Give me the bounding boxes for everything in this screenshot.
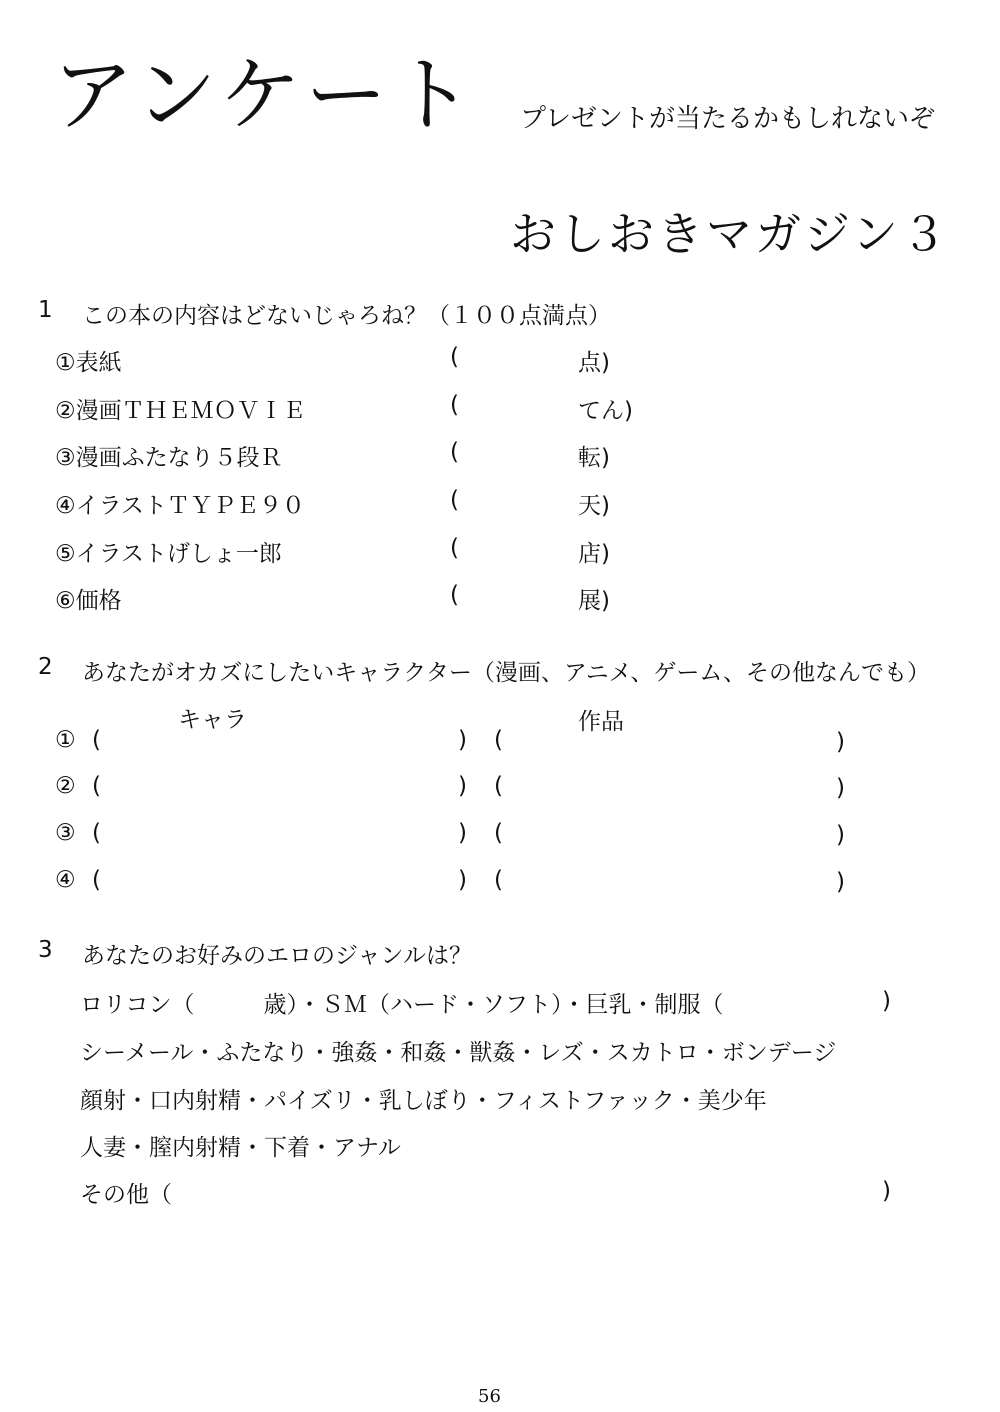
- q1-item-label: ②漫画ＴＨＥＭＯＶＩＥ: [55, 398, 306, 424]
- magazine-title: おしおきマガジン３: [510, 207, 950, 261]
- q2-column-work: 作品: [578, 709, 624, 735]
- survey-title: アンケート: [52, 48, 478, 143]
- q3-genre-line: ロリコン（ 歳）・ＳＭ（ハード・ソフト）・巨乳・制服（: [80, 992, 724, 1018]
- q2-chara-open: (: [92, 773, 101, 799]
- q1-item-open: (: [450, 392, 459, 418]
- q3-genre-line: 人妻・膣内射精・下着・アナル: [80, 1135, 401, 1161]
- page-number: 56: [478, 1386, 501, 1407]
- survey-subtitle: プレゼントが当たるかもしれないぞ: [520, 104, 935, 134]
- q1-item-unit: 転): [578, 445, 610, 471]
- q1-item-unit: 点): [578, 350, 610, 376]
- q3-genre-line: シーメール・ふたなり・強姦・和姦・獣姦・レズ・スカトロ・ボンデージ: [80, 1040, 837, 1066]
- q2-work-open: (: [494, 867, 503, 893]
- q1-item-unit: 店): [578, 541, 610, 567]
- q2-question: あなたがオカズにしたいキャラクター（漫画、アニメ、ゲーム、その他なんでも）: [82, 660, 931, 686]
- q2-chara-open: (: [92, 727, 101, 753]
- q2-work-close: ): [836, 822, 845, 848]
- q2-number: 2: [38, 654, 53, 680]
- q3-genre-line-close: ): [882, 988, 891, 1014]
- q1-item-unit: てん): [578, 398, 633, 424]
- q3-question: あなたのお好みのエロのジャンルは？: [82, 943, 472, 969]
- q1-item-open: (: [450, 535, 459, 561]
- q1-item-open: (: [450, 582, 459, 608]
- q2-row-number: ③: [55, 820, 76, 846]
- q1-item-unit: 天): [578, 493, 610, 519]
- q1-item-label: ⑥価格: [55, 588, 122, 614]
- q2-work-close: ): [836, 775, 845, 801]
- q1-item-label: ③漫画ふたなり５段Ｒ: [55, 445, 283, 471]
- q2-work-open: (: [494, 727, 503, 753]
- q2-row-number: ①: [55, 727, 76, 753]
- q2-chara-open: (: [92, 867, 101, 893]
- q2-work-open: (: [494, 820, 503, 846]
- q3-other-label: その他（: [80, 1182, 172, 1208]
- q2-chara-close: ): [458, 727, 467, 753]
- q2-work-open: (: [494, 773, 503, 799]
- q2-row-number: ④: [55, 867, 76, 893]
- q2-chara-close: ): [458, 820, 467, 846]
- q1-item-label: ⑤イラストげしょ一郎: [55, 541, 282, 567]
- q1-number: 1: [38, 297, 53, 323]
- q1-item-open: (: [450, 439, 459, 465]
- q1-item-label: ④イラストＴＹＰＥ９０: [55, 493, 305, 519]
- q1-item-label: ①表紙: [55, 350, 122, 376]
- q3-number: 3: [38, 937, 53, 963]
- q1-item-open: (: [450, 344, 459, 370]
- q2-chara-open: (: [92, 820, 101, 846]
- q2-chara-close: ): [458, 773, 467, 799]
- q2-chara-close: ): [458, 867, 467, 893]
- q3-genre-line: 顔射・口内射精・パイズリ・乳しぼり・フィストファック・美少年: [80, 1088, 767, 1114]
- q3-other-close: ): [882, 1178, 891, 1204]
- q2-column-chara: キャラ: [178, 707, 247, 733]
- q1-item-unit: 展): [578, 588, 610, 614]
- q1-question: この本の内容はどないじゃろね？（１００点満点）: [82, 303, 611, 329]
- q2-row-number: ②: [55, 773, 76, 799]
- q2-work-close: ): [836, 869, 845, 895]
- q2-work-close: ): [836, 729, 845, 755]
- q1-item-open: (: [450, 487, 459, 513]
